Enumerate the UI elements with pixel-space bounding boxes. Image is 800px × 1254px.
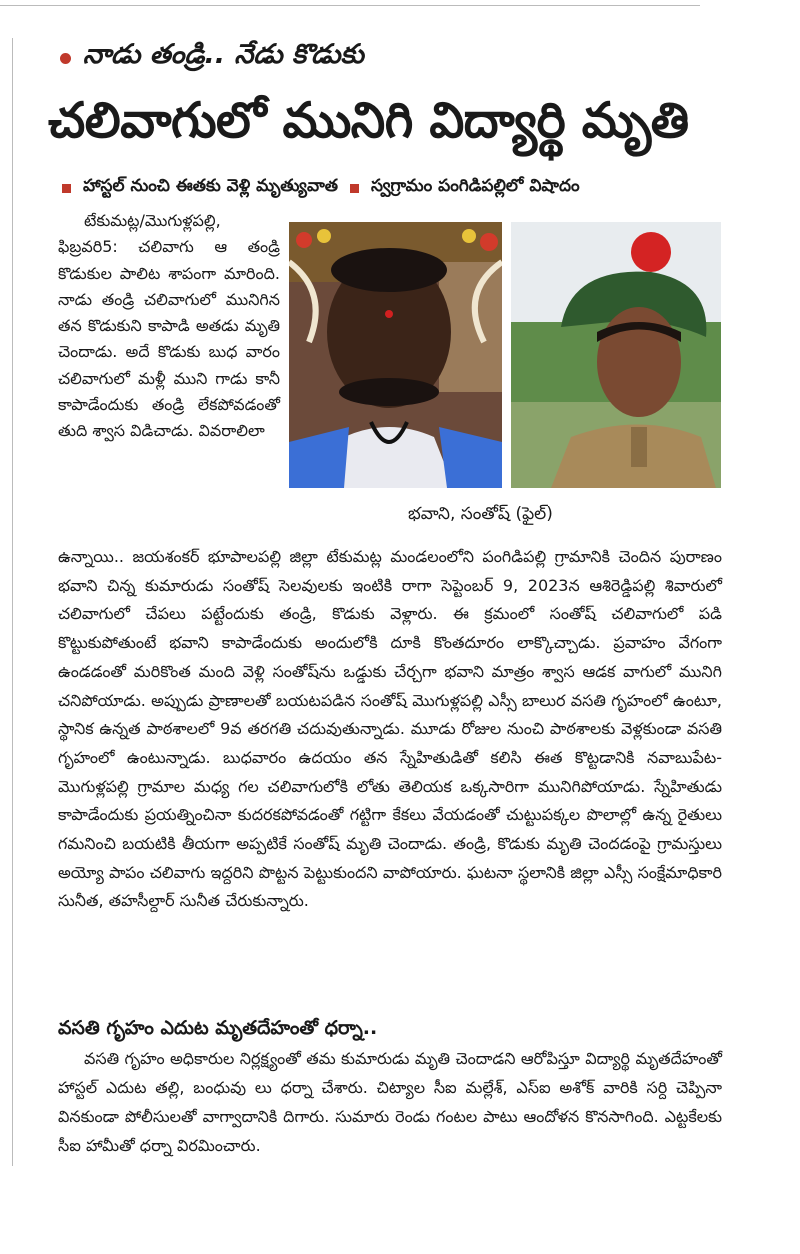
article-body — [58, 543, 722, 916]
lead-paragraph: టేకుమట్ల/మొగుళ్లపల్లి, ఫిబ్రవరి5: చలివాగు ఆ తండ్రి కొడుకుల పాలిట శాపంగా మారింది. నాడు తండ్రి చలివాగులో మునిగిన తన కొడుకుని కాపాడి అతడు మృతి చెందాడు. అదే కొడుకు బుధ వారం చలివాగులో మళ్లీ ముని గాడు కానీ కాపాడేందుకు తండ్రి లేకపోవడంతో తుది శ్వాస విడిచాడు. వివరాలిలా — [58, 211, 280, 441]
photo-father-image — [289, 222, 502, 488]
photo-father — [289, 222, 502, 488]
subhead-2: స్వగ్రామం పంగిడిపల్లిలో విషాదం — [371, 176, 580, 196]
bullet-square — [62, 184, 71, 193]
section-body — [58, 1044, 722, 1160]
article-subheads — [58, 174, 738, 202]
article-kicker — [60, 40, 364, 76]
article-headline: చలివాగులో మునిగి విద్యార్థి మృతి — [48, 92, 689, 149]
column-rule — [12, 38, 13, 1166]
bullet-square — [350, 184, 359, 193]
subhead-1: హాస్టల్ నుంచి ఈతకు వెళ్లి మృత్యువాత — [83, 176, 338, 196]
photo-caption: భవాని, సంతోష్ (ఫైల్) — [408, 504, 553, 524]
kicker-text: నాడు తండ్రి.. నేడు కొడుకు — [83, 39, 364, 70]
photo-son — [511, 222, 721, 488]
section-paragraph: వసతి గృహం అధికారుల నిర్లక్ష్యంతో తమ కుమారుడు మృతి చెందాడని ఆరోపిస్తూ విద్యార్థి మృతదేహంతో హాస్టల్ ఎదుట తల్లి, బంధువు లు ధర్నా చేశారు. చిట్యాల సీఐ మల్లేశ్, ఎస్ఐ అశోక్ వారికి సర్ది చెప్పినా వినకుండా పోలీసులతో వాగ్వాదానికి దిగారు. సుమారు రెండు గంటల పాటు ఆందోళన కొనసాగింది. ఎట్టకేలకు సీఐ హామీతో ధర్నా విరమించారు. — [58, 1049, 722, 1155]
section-heading: వసతి గృహం ఎదుట మృతదేహంతో ధర్నా.. — [58, 1017, 378, 1039]
article-lead-column — [58, 208, 280, 445]
top-rule — [0, 5, 700, 6]
body-paragraph: ఉన్నాయి.. జయశంకర్ భూపాలపల్లి జిల్లా టేకుమట్ల మండలంలోని పంగిడిపల్లి గ్రామానికి చెందిన పురాణం భవాని చిన్న కుమారుడు సంతోష్ సెలవులకు ఇంటికి రాగా సెప్టెంబర్ 9, 2023న ఆశిరెడ్డిపల్లి శివారులో చలివాగులో చేపలు పట్టేందుకు తండ్రి, కొడుకు వెళ్లారు. ఈ క్రమంలో సంతోష్ చలివాగులో పడి కొట్టుకుపోతుంటే భవాని కాపాడేందుకు అందులోకి దూకి కొంతదూరం లాక్కొచ్చాడు. ప్రవాహం వేగంగా ఉండడంతో మరికొంత మంది వెళ్లి సంతోష్‌ను ఒడ్డుకు చేర్చగా భవాని మాత్రం శ్వాస ఆడక వాగులో మునిగి చనిపోయాడు. అప్పుడు ప్రాణాలతో బయటపడిన సంతోష్ మొగుళ్లపల్లి ఎస్సీ బాలుర వసతి గృహంలో ఉంటూ, స్థానిక ఉన్నత పాఠశాలలో 9వ తరగతి చదువుతున్నాడు. మూడు రోజుల నుంచి పాఠశాలకు వెళ్లకుండా వసతి గృహంలో ఉంటున్నాడు. బుధవారం ఉదయం తన స్నేహితుడితో కలిసి ఈత కొట్టడానికి నవాబుపేట-మొగుళ్లపల్లి గ్రామాల మధ్య గల చలివాగులోకి లోతు తెలియక ఒక్కసారిగా మునిగిపోయాడు. స్నేహితుడు కాపాడేందుకు ప్రయత్నించినా కుదరకపోవడంతో గట్టిగా కేకలు వేయడంతో చుట్టుపక్కల పొలాల్లో ఉన్న రైతులు గమనించి బయటికి తీయగా అప్పటికే సంతోష్ మృతి చెందాడు. తండ్రి, కొడుకు మృతి చెందడంపై గ్రామస్తులు అయ్యో పాపం చలివాగు ఇద్దరిని పొట్టన పెట్టుకుందని వాపోయారు. ఘటనా స్థలానికి జిల్లా ఎస్సీ సంక్షేమాధికారి సునీత, తహసీల్దార్ సునీత చేరుకున్నారు. — [58, 547, 722, 911]
bullet-dot — [60, 53, 71, 64]
photo-son-image — [511, 222, 721, 488]
